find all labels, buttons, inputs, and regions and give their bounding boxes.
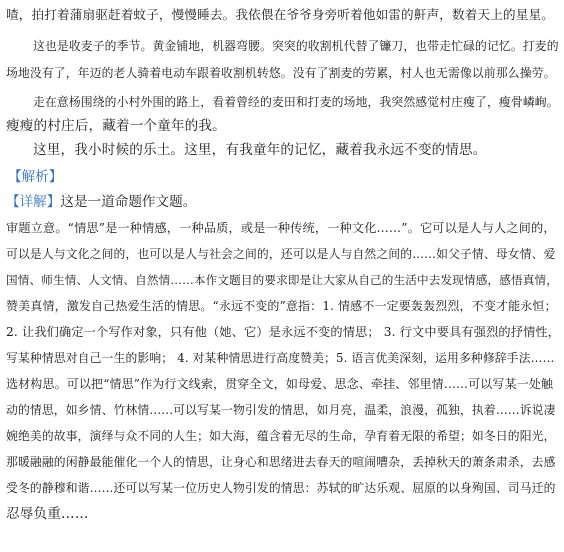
detail-text: 这是一道命题作文题。 — [60, 194, 197, 210]
body-line: 2. 让我们确定一个写作对象，只有他（她、它）是永远不变的情思； 3. 行文中要具有强烈的抒情性， — [6, 325, 561, 339]
body-line: 赞美真情，激发自己热爱生活的情思。“永远不变的”意指：1. 情感不一定要轰轰烈烈，不变才能永恒； — [6, 299, 557, 313]
body-line: 动的情思，如乡情、竹林情……可以写某一物引发的情思，如月亮，温柔，浪漫，孤独，执着……诉说凄 — [6, 403, 556, 417]
passage-line: 喳，拍打着蒲扇驱赶着蚊子，慢慢睡去。我依偎在爷爷身旁听着他如雷的鼾声，数着天上的星星。 — [6, 7, 554, 22]
body-line: 审题立意。“情思”是一种情感，一种品质，或是一种传统，一种文化……”。它可以是人与人之间的， — [6, 221, 556, 235]
detail-label: 【详解】 — [6, 194, 61, 210]
passage-line: 这也是收麦子的季节。黄金铺地，机器弯腰。突突的收割机代替了镰刀，也带走忙碌的记忆。打麦的 — [33, 39, 559, 53]
body-line: 选材构思。可以把“情思”作为行文线索，贯穿全文，如母爱、思念、牵挂、邻里情……可以写某一处触 — [6, 377, 554, 391]
body-line: 国情、师生情、人文情、自然情……本作文题目的要求即是让大家从自己的生活中去发现情感，感悟真情， — [6, 273, 558, 287]
body-line: 忍辱负重…… — [6, 506, 89, 522]
passage-line: 场地没有了，年迈的老人骑着电动车跟着收割机转悠。没有了割麦的劳累，村人也无需像以前那么操劳。 — [6, 66, 556, 80]
passage-line: 走在意杨围绕的小村外围的路上，看着曾经的麦田和打麦的场地，我突然感觉村庄瘦了，瘦骨嶙峋。 — [33, 95, 559, 109]
body-line: 婉绝美的故事，演绎与众不同的人生；如大海，蕴含着无尽的生命，孕育着无限的希望；如冬日的阳光， — [6, 429, 556, 443]
analysis-label: 【解析】 — [8, 169, 63, 185]
body-line: 可以是人与文化之间的，也可以是人与社会之间的，还可以是人与自然之间的……如父子情、母女情、爱 — [6, 247, 556, 261]
passage-line: 这里，我小时候的乐土。这里，有我童年的记忆，藏着我永远不变的情思。 — [33, 142, 487, 158]
body-line: 写某种情思对自己一生的影响； 4. 对某种情思进行高度赞美；5. 语言优美深刻，运用多种修辞手法…… — [6, 351, 555, 365]
detail-heading — [6, 193, 196, 211]
passage-line: 瘦瘦的村庄后，藏着一个童年的我。 — [6, 118, 226, 134]
body-line: 那暖融融的闲静最能催化一个人的情思，让身心和思绪进去春天的喧闹嘈杂，丢掉秋天的萧条肃杀，去感 — [6, 455, 556, 469]
body-line: 受冬的静穆和谐……还可以写某一位历史人物引发的情思：苏轼的旷达乐观、屈原的以身殉国、司马迁的 — [6, 481, 556, 495]
